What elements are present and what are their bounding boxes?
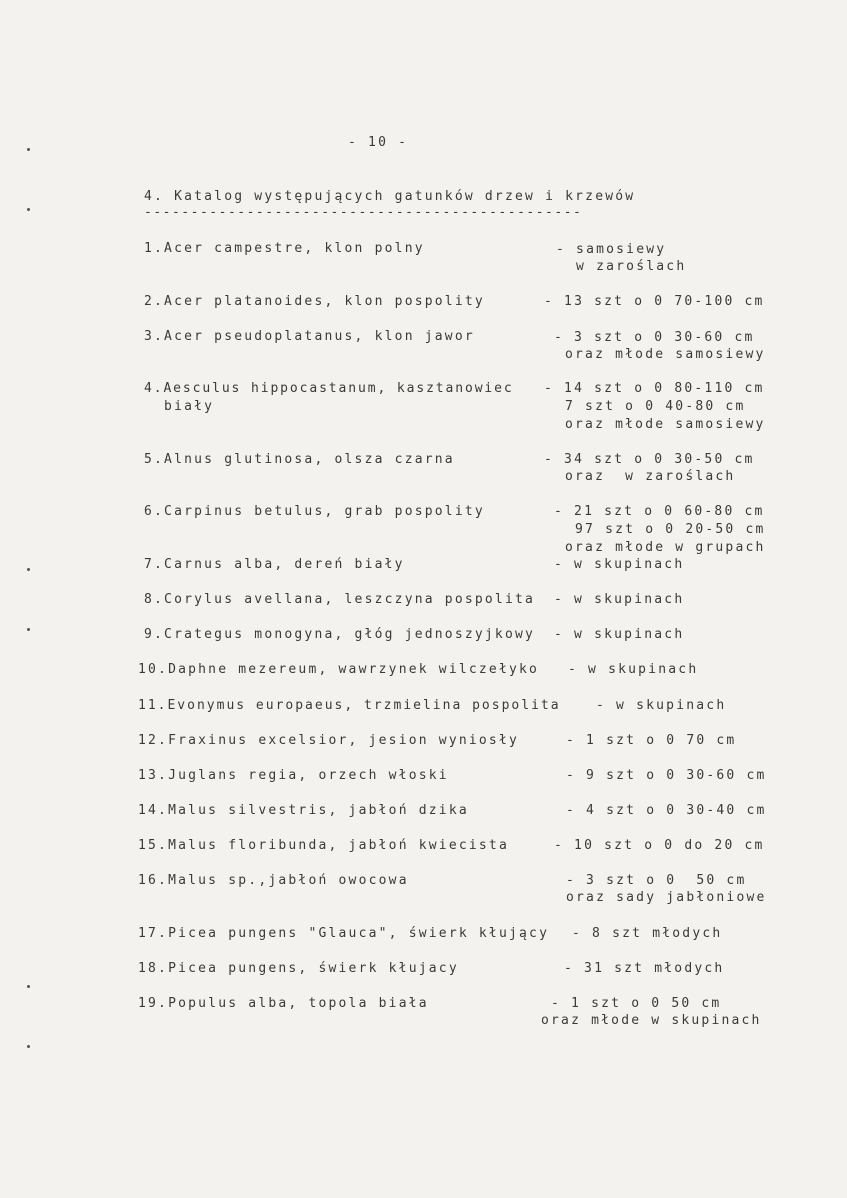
heading-underline: ----------------------------------------------- [144,205,583,220]
entry-desc: - w skupinach [568,662,699,677]
entry-desc: oraz w zaroślach [565,469,736,484]
entry-name: 8.Corylus avellana, leszczyna pospolita [144,592,536,607]
entry-desc: oraz młode w grupach [565,540,766,555]
entry-desc: - 1 szt o 0 50 cm [551,996,722,1011]
entry-name: biały [144,399,215,414]
entry-name: 12.Fraxinus excelsior, jesion wyniosły [138,733,520,748]
entry-desc: oraz młode samosiewy [565,417,766,432]
entry-desc: - 10 szt o 0 do 20 cm [554,838,765,853]
entry-desc: - w skupinach [596,698,727,713]
entry-desc: - 8 szt młodych [572,926,723,941]
entry-name: 17.Picea pungens "Glauca", świerk kłujący [138,926,550,941]
entry-desc: - 9 szt o 0 30-60 cm [566,768,767,783]
entry-desc: - 14 szt o 0 80-110 cm [544,381,765,396]
entry-desc: - 1 szt o 0 70 cm [566,733,737,748]
entry-name: 13.Juglans regia, orzech włoski [138,768,449,783]
entry-name: 4.Aesculus hippocastanum, kasztanowiec [144,381,514,396]
entry-desc: oraz młode w skupinach [541,1013,762,1028]
entry-desc: oraz sady jabłoniowe [566,890,767,905]
binder-mark [27,628,30,631]
entry-desc: - w skupinach [554,592,685,607]
entry-name: 9.Crategus monogyna, głóg jednoszyjkowy [144,627,536,642]
entry-desc: 7 szt o 0 40-80 cm [565,399,746,414]
entry-desc: - samosiewy [556,242,667,257]
entry-desc: w zaroślach [556,259,687,274]
binder-mark [27,985,30,988]
entry-desc: - 3 szt o 0 30-60 cm [554,330,755,345]
entry-desc: - w skupinach [554,557,685,572]
entry-name: 2.Acer platanoides, klon pospolity [144,294,485,309]
entry-desc: - 34 szt o 0 30-50 cm [544,452,755,467]
entry-name: 14.Malus silvestris, jabłoń dzika [138,803,469,818]
entry-name: 7.Carnus alba, dereń biały [144,557,405,572]
entry-name: 5.Alnus glutinosa, olsza czarna [144,452,455,467]
entry-desc: oraz młode samosiewy [565,347,766,362]
binder-mark [27,208,30,211]
entry-desc: - 4 szt o 0 30-40 cm [566,803,767,818]
binder-mark [27,148,30,151]
binder-mark [27,568,30,571]
binder-mark [27,1045,30,1048]
entry-desc: 97 szt o 0 20-50 cm [565,522,766,537]
entry-desc: - 31 szt młodych [564,961,725,976]
entry-desc: - 13 szt o 0 70-100 cm [544,294,765,309]
page-number: - 10 - [348,135,409,150]
entry-name: 3.Acer pseudoplatanus, klon jawor [144,329,475,344]
entry-desc: - w skupinach [554,627,685,642]
entry-name: 6.Carpinus betulus, grab pospolity [144,504,485,519]
section-heading: 4. Katalog występujących gatunków drzew i krzewów [144,189,636,204]
entry-desc: - 3 szt o 0 50 cm [566,873,747,888]
entry-name: 19.Populus alba, topola biała [138,996,429,1011]
entry-name: 15.Malus floribunda, jabłoń kwiecista [138,838,509,853]
entry-name: 1.Acer campestre, klon polny [144,241,425,256]
entry-desc: - 21 szt o 0 60-80 cm [554,504,765,519]
entry-name: 11.Evonymus europaeus, trzmielina pospolita [138,698,561,713]
entry-name: 10.Daphne mezereum, wawrzynek wilczełyko [138,662,540,677]
entry-name: 18.Picea pungens, świerk kłujacy [138,961,459,976]
entry-name: 16.Malus sp.,jabłoń owocowa [138,873,409,888]
